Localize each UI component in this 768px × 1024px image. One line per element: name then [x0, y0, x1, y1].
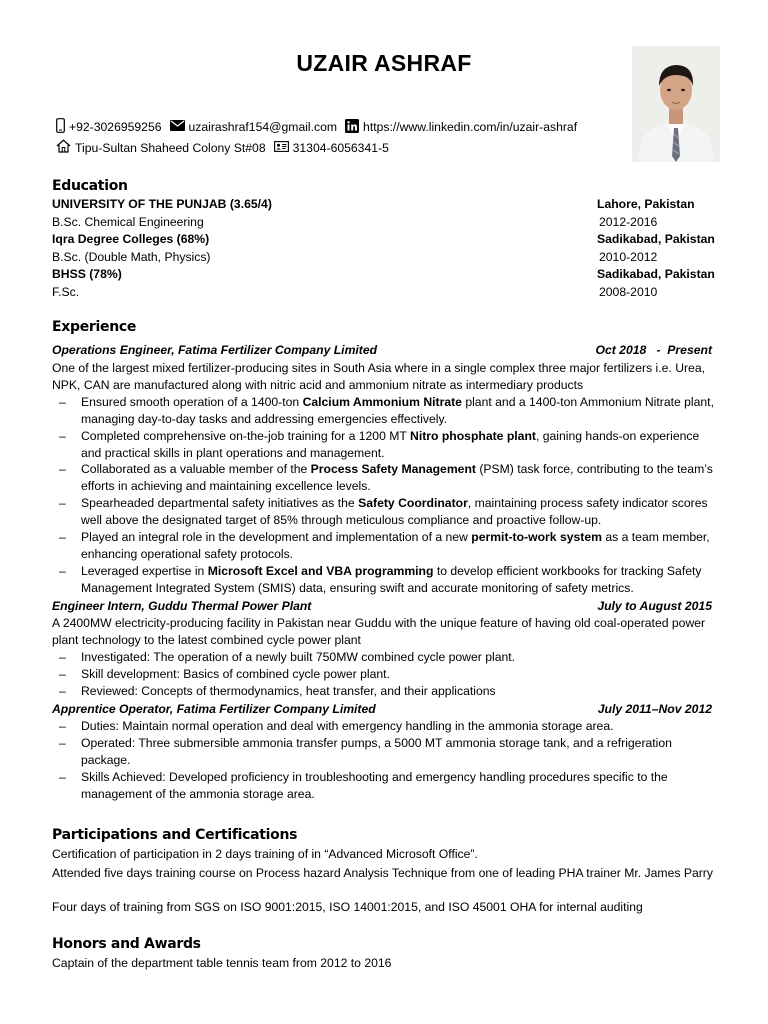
- degree: F.Sc.: [52, 285, 80, 299]
- job-summary: One of the largest mixed fertilizer-producing sites in South Asia where in a single complex three major fertilizers i.e. Urea, NPK, CAN are manufactured along with nitric acid and ammonium nitrate as intermediary products: [52, 361, 706, 392]
- profile-photo: [632, 46, 720, 162]
- job-header: [52, 701, 712, 718]
- linkedin-link[interactable]: https://www.linkedin.com/in/uzair-ashraf: [363, 120, 578, 134]
- award-item: Captain of the department table tennis team from 2012 to 2016: [52, 956, 392, 970]
- home-icon: [56, 139, 71, 156]
- id-card-icon: [274, 141, 289, 155]
- school-name: Iqra Degree Colleges (68%): [52, 232, 210, 246]
- job-bullet: – Completed comprehensive on-the-job training for a 1200 MT Nitro phosphate plant, gaining hands-on experience and practical skills in plant operations and management.: [59, 429, 700, 460]
- job-bullet: – Skills Achieved: Developed proficiency in troubleshooting and emergency handling procedures specific to the management of the ammonia storage area.: [59, 770, 668, 801]
- education-row: [52, 214, 720, 231]
- awards-heading: Honors and Awards: [52, 936, 201, 952]
- education-row: [52, 284, 720, 301]
- contact-line-1: [56, 118, 577, 136]
- job-title: Operations Engineer, Fatima Fertilizer Company Limited: [52, 343, 378, 357]
- degree-years: 2012-2016: [599, 215, 658, 229]
- phone-number[interactable]: +92-3026959256: [69, 120, 162, 134]
- job-bullet: – Operated: Three submersible ammonia transfer pumps, a 5000 MT ammonia storage tank, and a refrigeration package.: [59, 736, 672, 767]
- linkedin-icon: [345, 119, 359, 136]
- job-bullet: – Skill development: Basics of combined cycle power plant.: [59, 667, 390, 681]
- job-title: Engineer Intern, Guddu Thermal Power Plant: [52, 599, 312, 613]
- degree-years: 2008-2010: [599, 285, 658, 299]
- candidate-name: UZAIR ASHRAF: [296, 50, 472, 76]
- experience-heading: Experience: [52, 319, 137, 335]
- job-header: [52, 598, 712, 615]
- degree-years: 2010-2012: [599, 250, 658, 264]
- job-bullet: – Duties: Maintain normal operation and deal with emergency handling in the ammonia storage area.: [59, 719, 614, 733]
- job-summary: A 2400MW electricity-producing facility in Pakistan near Guddu with the unique feature of having old coal-operated power plant technology to the latest combined cycle power plant: [52, 616, 706, 647]
- school-location: Lahore, Pakistan: [597, 197, 695, 211]
- certification-item: Four days of training from SGS on ISO 9001:2015, ISO 14001:2015, and ISO 45001 OHA for internal auditing: [52, 900, 643, 914]
- job-bullet: – Leveraged expertise in Microsoft Excel and VBA programming to develop efficient workbooks for tracking Safety Management Integrated System (SMIS) data, ensuring swift and accurate monitoring of safety metrics.: [59, 564, 702, 595]
- school-location: Sadikabad, Pakistan: [597, 232, 715, 246]
- job-bullet: – Spearheaded departmental safety initiatives as the Safety Coordinator, maintaining process safety indicator scores well above the designated target of 85% through meticulous compliance and proactive follow-up.: [59, 496, 708, 527]
- school-name: BHSS (78%): [52, 267, 122, 281]
- job-bullet: – Investigated: The operation of a newly built 750MW combined cycle power plant.: [59, 650, 516, 664]
- job-dates: Oct 2018 - Present: [595, 343, 712, 357]
- job-dates: July 2011–Nov 2012: [597, 702, 712, 716]
- school-location: Sadikabad, Pakistan: [597, 267, 715, 281]
- id-number: 31304-6056341-5: [292, 140, 389, 155]
- education-row: [52, 196, 720, 213]
- job-bullet: – Played an integral role in the development and implementation of a new permit-to-work system as a team member, enhancing operational safety protocols.: [59, 530, 710, 561]
- job-header: [52, 342, 712, 359]
- phone-icon: [56, 118, 65, 136]
- job-dates: July to August 2015: [597, 599, 712, 613]
- certifications-heading: Participations and Certifications: [52, 827, 298, 843]
- certification-item: Attended five days training course on Process hazard Analysis Technique from one of leading PHA trainer Mr. James Parry: [52, 866, 713, 880]
- job-title: Apprentice Operator, Fatima Fertilizer Company Limited: [52, 702, 376, 716]
- address: Tipu-Sultan Shaheed Colony St#08: [75, 140, 266, 155]
- contact-line-2: [56, 139, 389, 156]
- email-link[interactable]: uzairashraf154@gmail.com: [188, 120, 338, 134]
- degree: B.Sc. Chemical Engineering: [52, 215, 204, 229]
- education-row: [52, 249, 720, 266]
- job-bullet: – Ensured smooth operation of a 1400-ton Calcium Ammonium Nitrate plant and a 1400-ton Ammonium Nitrate plant, managing day-to-day tasks and addressing emergencies effectively.: [59, 395, 714, 426]
- job-bullet: – Collaborated as a valuable member of the Process Safety Management (PSM) task force, contributing to the team’s efforts in achieving and maintaining excellence levels.: [59, 462, 713, 493]
- education-row: [52, 231, 720, 248]
- degree: B.Sc. (Double Math, Physics): [52, 250, 211, 264]
- education-row: [52, 266, 720, 283]
- education-heading: Education: [52, 178, 128, 194]
- certification-item: Certification of participation in 2 days training of in “Advanced Microsoft Office”.: [52, 847, 478, 861]
- school-name: UNIVERSITY OF THE PUNJAB (3.65/4): [52, 197, 272, 211]
- job-bullet: – Reviewed: Concepts of thermodynamics, heat transfer, and their applications: [59, 684, 496, 698]
- mail-icon: [170, 120, 185, 134]
